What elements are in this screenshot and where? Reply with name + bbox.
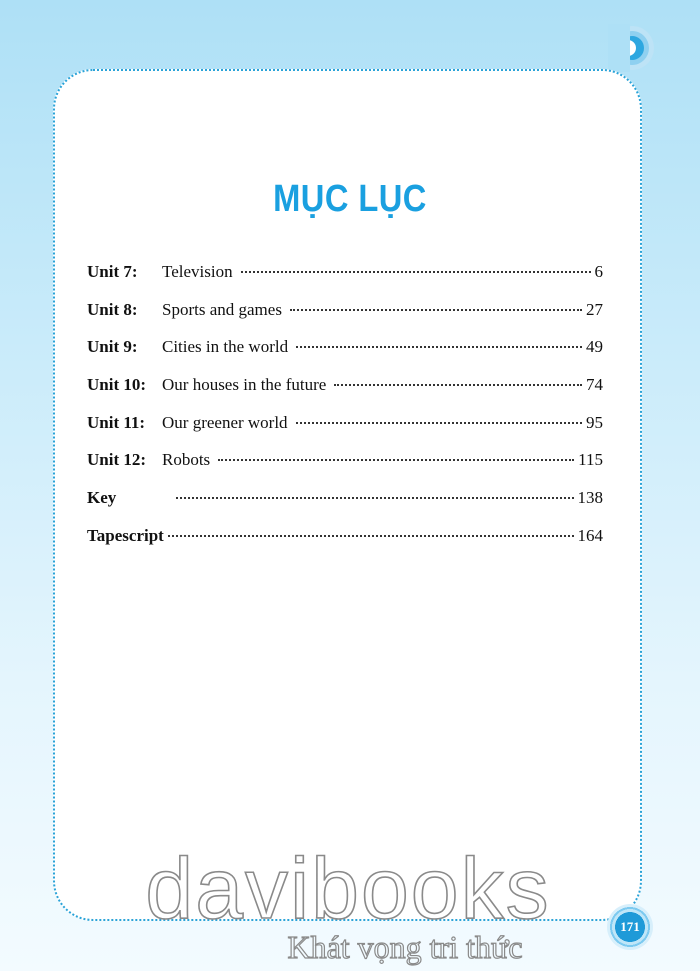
toc-label: Unit 8: — [87, 299, 138, 319]
toc-title: Our houses in the future — [162, 375, 327, 395]
toc-page-number: 164 — [577, 525, 603, 545]
toc-title: Sports and games — [162, 299, 282, 319]
toc-label: Unit 12: — [87, 450, 147, 470]
toc-label: Tapescript — [87, 525, 164, 545]
toc-row-unit-12[interactable] — [87, 450, 603, 488]
watermark-brand: davibooks — [145, 841, 551, 937]
toc-page-number: 138 — [577, 488, 603, 508]
toc-page-number: 74 — [586, 375, 603, 395]
toc-page-number: 115 — [578, 450, 603, 470]
toc-label: Unit 10: — [87, 375, 147, 395]
dot-leader — [290, 309, 582, 311]
corner-ornament — [608, 24, 656, 72]
dot-leader — [296, 422, 582, 424]
page-title: MỤC LỤC — [273, 178, 427, 220]
dot-leader — [296, 346, 582, 348]
toc-page-number: 49 — [586, 337, 603, 357]
toc-page-number: 27 — [586, 299, 603, 319]
toc-row-unit-7[interactable] — [87, 262, 603, 300]
toc-label: Unit 9: — [87, 337, 138, 357]
toc-label: Unit 11: — [87, 412, 146, 432]
toc-title: Television — [162, 262, 233, 281]
dot-leader — [241, 271, 591, 273]
toc-row-unit-10[interactable] — [87, 375, 603, 413]
table-of-contents — [87, 262, 603, 564]
dot-leader — [334, 384, 582, 386]
dot-leader — [176, 497, 574, 499]
toc-row-key[interactable] — [87, 488, 603, 526]
toc-row-tapescript[interactable] — [87, 526, 603, 564]
toc-title: Cities in the world — [162, 337, 289, 357]
page-number-badge — [607, 904, 653, 950]
toc-title: Robots — [162, 450, 211, 470]
toc-page-number: 95 — [586, 412, 603, 432]
toc-label: Key — [87, 488, 117, 508]
toc-row-unit-11[interactable] — [87, 413, 603, 451]
page-number: 171 — [620, 919, 640, 934]
watermark-slogan: Khát vọng tri thức — [287, 929, 523, 965]
toc-title: Our greener world — [162, 412, 288, 432]
toc-label: Unit 7: — [87, 262, 138, 281]
dot-leader — [218, 459, 574, 461]
toc-page-number: 6 — [594, 262, 603, 281]
toc-row-unit-9[interactable] — [87, 337, 603, 375]
dot-leader — [168, 535, 574, 537]
toc-row-unit-8[interactable] — [87, 300, 603, 338]
